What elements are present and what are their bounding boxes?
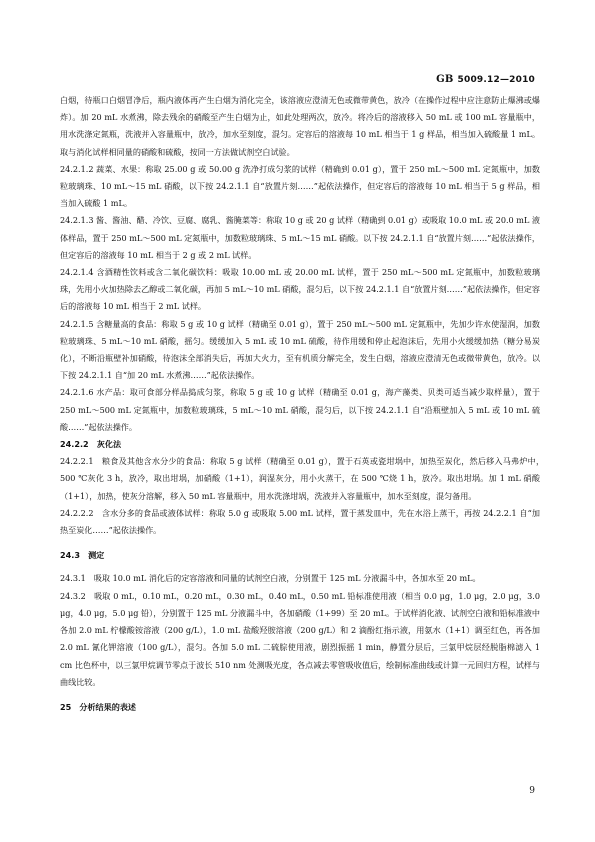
- section-heading-24-3: 24.3 测定: [60, 550, 105, 561]
- paragraph-24-2-1-6: 24.2.1.6 水产品：取可食部分样品捣成匀浆，称取 5 g 或 10 g 试样（精确至 0.01 g，海产藻类、贝类可适当减少取样量），置于 250 mL～500 mL 定氮瓶中，加数粒玻璃珠，5 mL～10 mL 硝酸，混匀后，以下按 24.2.1.1 自“沿瓶壁加入 5 mL 或 10 mL 硫酸……”起依法操作。: [60, 387, 540, 432]
- section-heading-24-2-2: 24.2.2 灰化法: [60, 439, 122, 450]
- paragraph-24-2-2-2: 24.2.2.2 含水分多的食品或液体试样：称取 5.0 g 或吸取 5.00 mL 试样，置于蒸发皿中，先在水浴上蒸干，再按 24.2.2.1 自“加热至炭化……”起依法操作。: [60, 507, 540, 536]
- paragraph-24-2-1-2: 24.2.1.2 蔬菜、水果：称取 25.00 g 或 50.00 g 洗净打成匀浆的试样（精确到 0.01 g），置于 250 mL～500 mL 定氮瓶中，加数粒玻璃珠、10 mL～15 mL 硝酸，以下按 24.2.1.1 自“放置片刻……”起依法操作，但定容后的溶液每 10 mL 相当于 5 g 样品，相当加入硫酸 1 mL。: [60, 163, 540, 209]
- body-text: [60, 92, 549, 716]
- paragraph-continuation: 白烟，待瓶口白烟冒净后，瓶内液体再产生白烟为消化完全，该溶液应澄清无色或微带黄色，放冷（在操作过程中应注意防止爆沸或爆炸）。加 20 mL 水煮沸，除去残余的硝酸至产生白烟为止，如此处理两次，放冷。将冷后的溶液移入 50 mL 或 100 mL 容量瓶中，用水洗涤定氮瓶，洗液并入容量瓶中，放冷，加水至刻度，混匀。定容后的溶液每 10 mL 相当于 1 g 样品，相当加入硫酸量 1 mL。取与消化试样相同量的硝酸和硫酸，按同一方法做试剂空白试验。: [60, 95, 540, 157]
- paragraph-24-2-2-1: 24.2.2.1 粮食及其他含水分少的食品：称取 5 g 试样（精确至 0.01 g），置于石英或瓷坩埚中，加热至炭化，然后移入马弗炉中， 500 ℃灰化 3 h，放冷，取出坩埚，加硝酸（1+1），润湿灰分，用小火蒸干，在 500 ℃烧 1 h，放冷。取出坩埚。加 1 mL 硝酸（1+1），加热，使灰分溶解，移入 50 mL 容量瓶中，用水洗涤坩埚，洗液并入容量瓶中，加水至刻度，混匀备用。: [60, 456, 549, 501]
- paragraph-24-2-1-5: 24.2.1.5 含糖量高的食品：称取 5 g 或 10 g 试样（精确至 0.01 g），置于 250 mL～500 mL 定氮瓶中，先加少许水使湿润，加数粒玻璃珠、5 mL～10 mL 硝酸，摇匀。缓缓加入 5 mL 或 10 mL 硫酸，待作用缓和停止起泡沫后，先用小火缓缓加热（糖分易炭化），不断沿瓶壁补加硝酸，待泡沫全部消失后，再加大火力，至有机质分解完全，发生白烟，溶液应澄清无色或微带黄色，放冷。以下按 24.2.1.1 自“加 20 mL 水煮沸……”起依法操作。: [60, 318, 540, 381]
- page-number: 9: [529, 786, 535, 796]
- section-heading-25: 25 分析结果的表述: [60, 701, 137, 712]
- paragraph-24-2-1-4: 24.2.1.4 含酒精性饮料或含二氧化碳饮料：吸取 10.00 mL 或 20.00 mL 试样，置于 250 mL～500 mL 定氮瓶中，加数粒玻璃珠，先用小火加热除去乙醇或二氧化碳，再加 5 mL～10 mL 硝酸，混匀后，以下按 24.2.1.1 自“放置片刻……”起依法操作，但定容后的溶液每 10 mL 相当于 2 mL 试样。: [60, 267, 540, 312]
- paragraph-24-3-1: 24.3.1 吸取 10.0 mL 消化后的定容溶液和同量的试剂空白液，分别置于 125 mL 分液漏斗中，各加水至 20 mL。: [60, 573, 481, 584]
- standard-prefix: GB: [436, 74, 454, 85]
- standard-code: 5009.12—2010: [457, 75, 535, 85]
- standard-header: [436, 74, 535, 85]
- paragraph-24-2-1-3: 24.2.1.3 酱、酱油、醋、冷饮、豆腐、腐乳、酱腌菜等：称取 10 g 或 20 g 试样（精确到 0.01 g）或吸取 10.0 mL 或 20.0 mL 液体样品，置于 250 mL～500 mL 定氮瓶中，加数粒玻璃珠、5 mL～15 mL 硝酸。以下按 24.2.1.1 自“放置片刻……”起依法操作，但定容后的溶液每 10 mL 相当于 2 g 或 2 mL 试样。: [60, 215, 540, 260]
- paragraph-24-3-2: 24.3.2 吸取 0 mL，0.10 mL，0.20 mL，0.30 mL，0.40 mL，0.50 mL 铅标准使用液（相当 0.0 μg，1.0 μg，2.0 μg，3.0 μg，4.0 μg，5.0 μg 铅），分别置于 125 mL 分液漏斗中，各加硝酸（1+99）至 20 mL。于试样消化液、试剂空白液和铅标准液中各加 2.0 mL 柠檬酸铵溶液（200 g/L），1.0 mL 盐酸羟胺溶液（200 g/L）和 2 滴酚红指示液，用氨水（1+1）调至红色，再各加 2.0 mL 氰化钾溶液（100 g/L），混匀。各加 5.0 mL 二硫腙使用液，剧烈振摇 1 min，静置分层后，三氯甲烷层经脱脂棉滤入 1 cm 比色杯中，以三氯甲烷调节零点于波长 510 nm 处测吸光度，各点减去零管吸收值后，绘制标准曲线或计算一元回归方程，试样与曲线比较。: [60, 590, 540, 687]
